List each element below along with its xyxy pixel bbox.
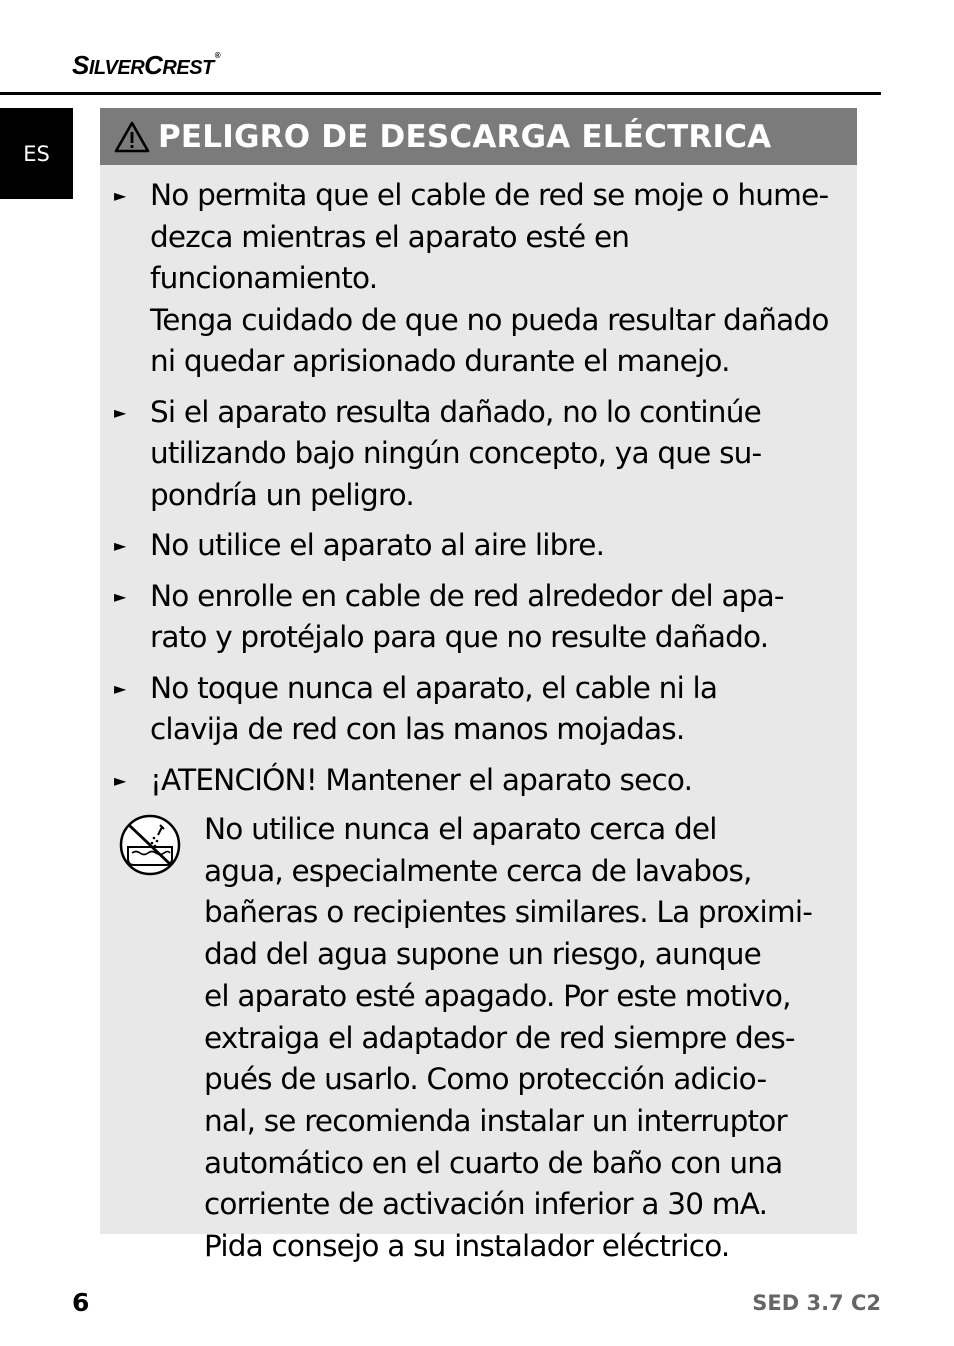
list-item-text: No permita que el cable de red se moje o hume- dezca mientras el aparato esté en funcionamiento. Tenga cuidado de que no pueda resultar dañado ni quedar aprisionado durante el manejo.: [150, 178, 829, 378]
arrow-bullet-icon: ►: [114, 536, 126, 555]
arrow-bullet-icon: ►: [114, 678, 126, 698]
header-rule: [0, 92, 881, 95]
warning-panel: [100, 108, 857, 1264]
arrow-bullet-icon: ►: [114, 770, 126, 790]
arrow-bullet-icon: ►: [114, 186, 126, 205]
brand-logo: SILVERCREST®: [72, 50, 221, 80]
list-item-text: No utilice el aparato al aire libre.: [150, 528, 605, 562]
warning-list: [100, 165, 857, 801]
no-water-bath-icon: [118, 813, 182, 877]
water-safety-note: [100, 809, 857, 1268]
list-item-text: Si el aparato resulta dañado, no lo continúe utilizando bajo ningún concepto, ya que su- pondría un peligro.: [150, 394, 762, 512]
warning-triangle-icon: [114, 121, 150, 153]
model-number: SED 3.7 C2: [752, 1291, 881, 1315]
page-number: 6: [72, 1288, 90, 1317]
note-text: No utilice nunca el aparato cerca del agua, especialmente cerca de lavabos, bañeras o recipientes similares. La proximi- dad del agua supone un riesgo, aunque el aparato esté apagado. Por este motivo, extraiga el adaptador de red siempre des- pués de usarlo. Como protección adicio- nal, se recomienda instalar un interruptor automático en el cuarto de baño con una corriente de activación inferior a 30 mA. Pida consejo a su instalador eléctrico.: [204, 812, 813, 1264]
section-title: PELIGRO DE DESCARGA ELÉCTRICA: [158, 118, 772, 155]
arrow-bullet-icon: ►: [114, 402, 126, 422]
language-tab: ES: [0, 108, 73, 199]
list-item: [100, 668, 857, 751]
list-item: [100, 525, 857, 567]
list-item: [100, 392, 857, 517]
warning-header: [100, 108, 857, 165]
list-item-text: No enrolle en cable de red alrededor del apa- rato y protéjalo para que no resulte dañado.: [150, 578, 784, 654]
list-item: [100, 760, 857, 802]
list-item-text: ¡ATENCIÓN! Mantener el aparato seco.: [150, 762, 693, 797]
list-item: [100, 576, 857, 659]
list-item-text: No toque nunca el aparato, el cable ni la clavija de red con las manos mojadas.: [150, 670, 718, 746]
list-item: [100, 175, 857, 383]
arrow-bullet-icon: ►: [114, 586, 126, 606]
